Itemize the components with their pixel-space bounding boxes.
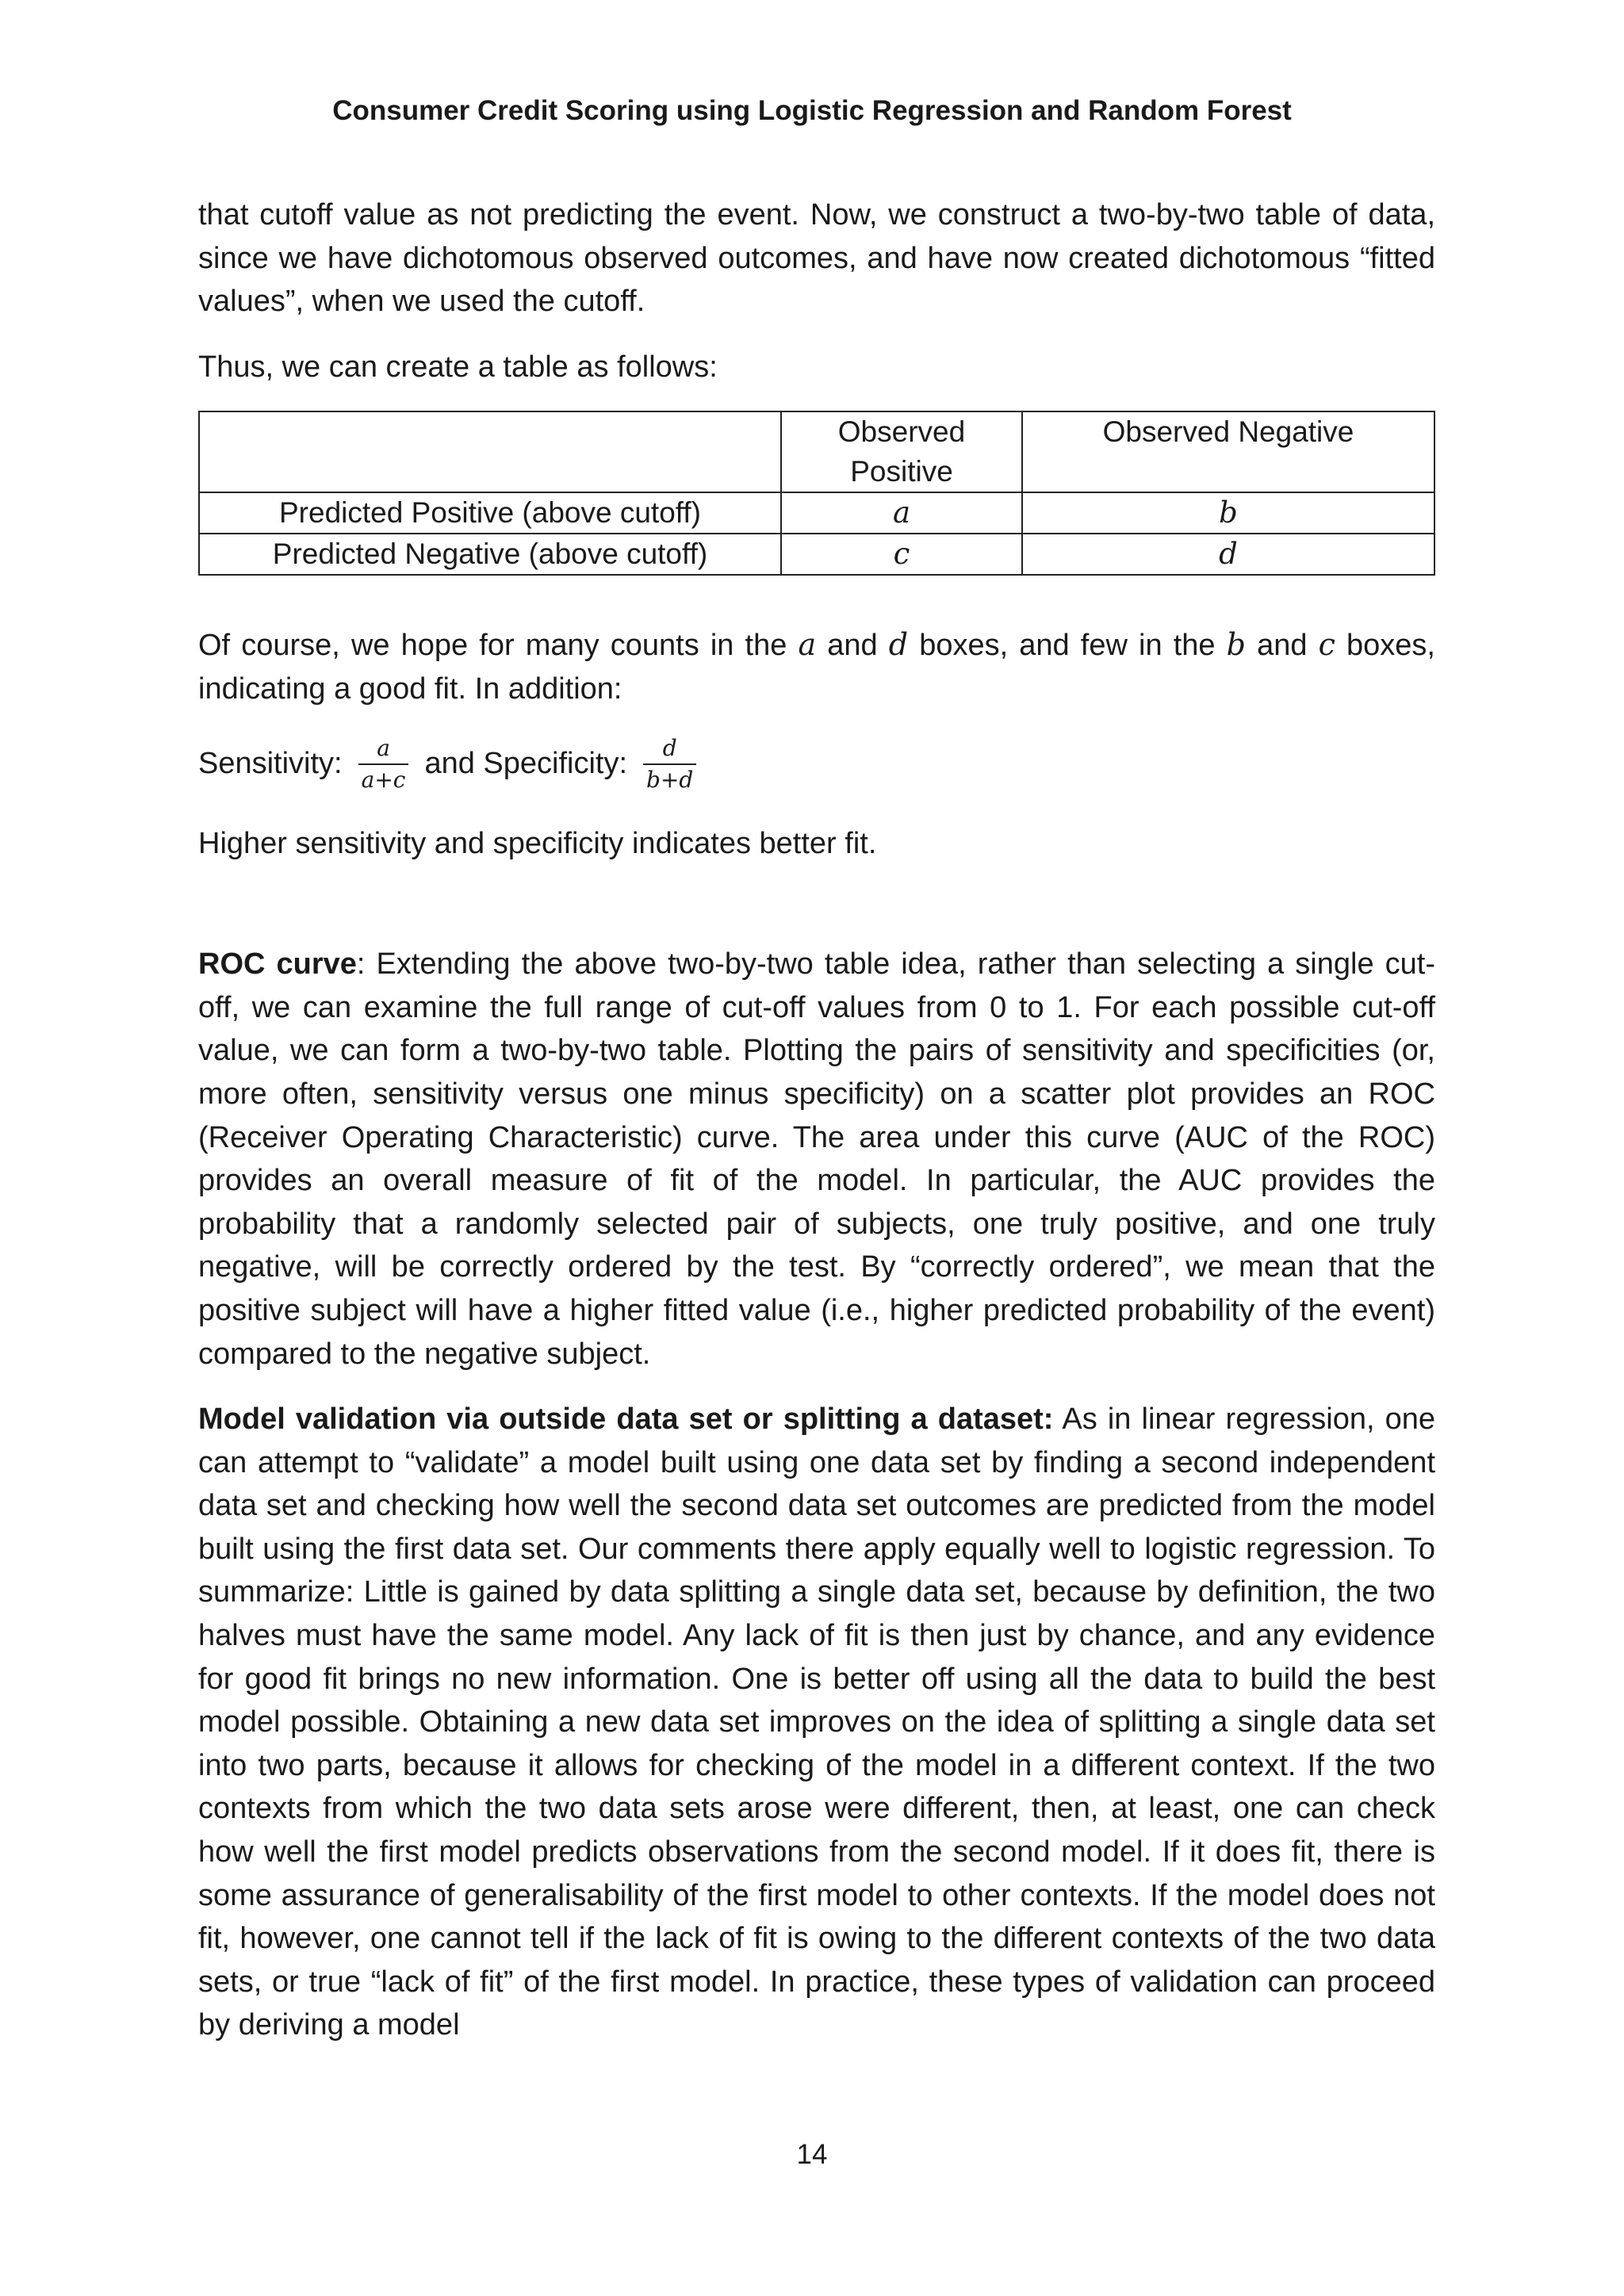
page-number: 14 (796, 2139, 828, 2170)
table-cell: Predicted Positive (above cutoff) (199, 492, 781, 534)
paragraph-roc-curve: ROC curve: Extending the above two-by-two table idea, rather than selecting a single cut-off, we can examine the full range of cut-off values from 0 to 1. For each possible cut-off value, we can form a two-by-two table. Plotting the pairs of sensitivity and specificities (or, more often, sensitivity versus one minus specificity) on a scatter plot provides an ROC (Receiver Operating Characteristic) curve. The area under this curve (AUC of the ROC) provides an overall measure of fit of the model. In particular, the AUC provides the probability that a randomly selected pair of subjects, one truly positive, and one truly negative, will be correctly ordered by the test. By “correctly ordered”, we mean that the positive subject will have a higher fitted value (i.e., higher predicted probability of the event) compared to the negative subject. (198, 947, 1435, 1371)
table-header-cell: Observed Negative (1022, 411, 1434, 492)
table-header-row (199, 411, 1434, 492)
table-cell: c (781, 534, 1022, 575)
specificity-fraction (643, 733, 696, 795)
model-validation-heading: Model validation via outside data set or splitting a dataset: (198, 1402, 1054, 1437)
fraction-numerator: d (662, 734, 677, 761)
fraction-denominator: b+d (643, 763, 696, 795)
page-body (198, 193, 1435, 2069)
paragraph-good-fit: Of course, we hope for many counts in the a and d boxes, and few in the b and c boxes, indicating a good fit. In addition: (198, 627, 1435, 706)
sensitivity-label: Sensitivity: (198, 747, 343, 781)
table-cell: a (781, 492, 1022, 534)
table-cell: b (1022, 492, 1434, 534)
table-cell: Predicted Negative (above cutoff) (199, 534, 781, 575)
sensitivity-fraction (358, 733, 409, 795)
paragraph-table-intro: Thus, we can create a table as follows: (198, 350, 718, 384)
table-row (199, 492, 1434, 534)
paragraph-better-fit: Higher sensitivity and specificity indicates better fit. (198, 826, 877, 860)
paragraph-cutoff: that cutoff value as not predicting the event. Now, we construct a two-by-two table of data, since we have dichotomous observed outcomes, and have now created dichotomous “fitted values”, when we used the cutoff. (198, 198, 1435, 319)
specificity-label: and Specificity: (424, 747, 628, 781)
roc-heading: ROC curve (198, 947, 357, 982)
sensitivity-specificity-formula (198, 733, 1435, 795)
table-row (199, 534, 1434, 575)
running-header: Consumer Credit Scoring using Logistic Regression and Random Forest (332, 95, 1292, 126)
table-header-cell (199, 411, 781, 492)
contingency-table (198, 411, 1435, 576)
table-cell: d (1022, 534, 1434, 575)
fraction-numerator: a (377, 734, 390, 761)
fraction-denominator: a+c (358, 763, 409, 795)
paragraph-model-validation: Model validation via outside data set or splitting a dataset: As in linear regression, one can attempt to “validate” a model built using one data set by finding a second independent data set and checking how well the second data set outcomes are predicted from the model built using the first data set. Our comments there apply equally well to logistic regression. To summarize: Little is gained by data splitting a single data set, because by definition, the two halves must have the same model. Any lack of fit is then just by chance, and any evidence for good fit brings no new information. One is better off using all the data to build the best model possible. Obtaining a new data set improves on the idea of splitting a single data set into two parts, because it allows for checking of the model in a different context. If the two contexts from which the two data sets arose were different, then, at least, one can check how well the first model predicts observations from the second model. If it does fit, there is some assurance of generalisability of the first model to other contexts. If the model does not fit, however, one cannot tell if the lack of fit is owing to the different contexts of the two data sets, or true “lack of fit” of the first model. In practice, these types of validation can proceed by deriving a model (198, 1402, 1435, 2042)
table-header-cell: Observed Positive (781, 411, 1022, 492)
spacer (198, 887, 1435, 943)
